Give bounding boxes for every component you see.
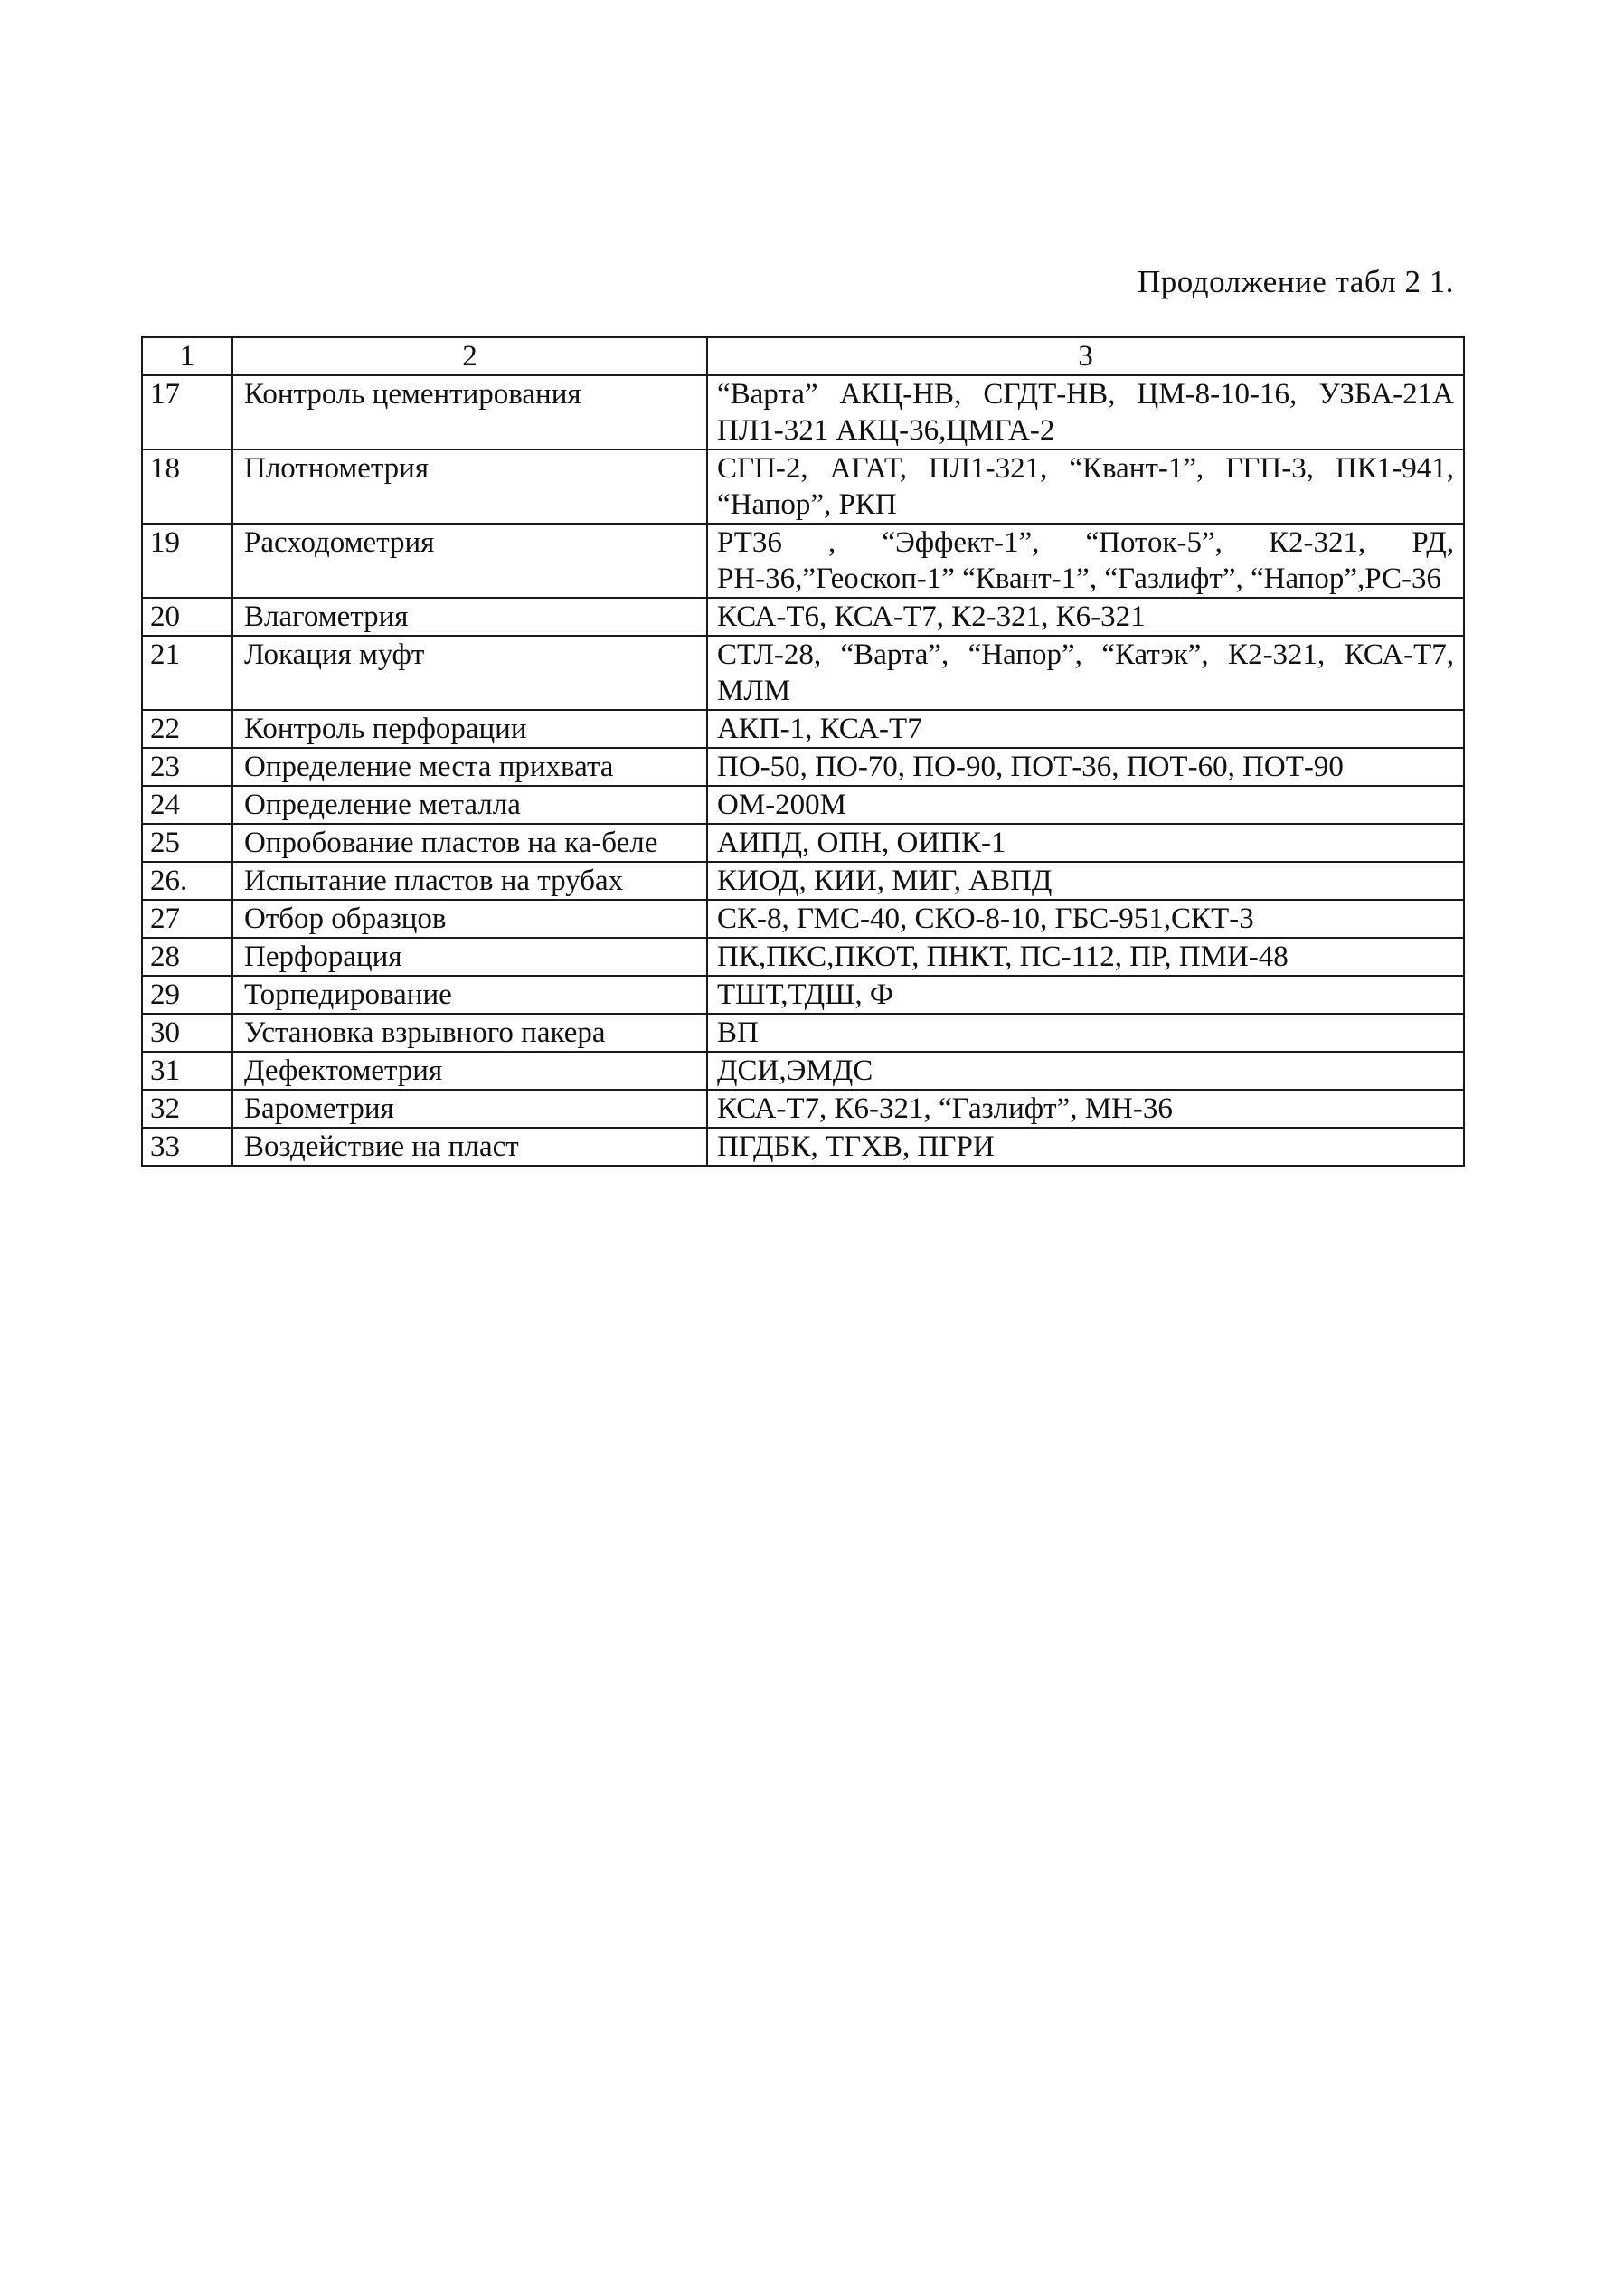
row-number: 26. [142, 862, 232, 900]
method-name: Влагометрия [232, 598, 707, 636]
instrument-list: СТЛ-28, “Варта”, “Напор”, “Катэк”, К2-321, КСА-Т7, МЛМ [707, 636, 1464, 710]
method-name: Дефектометрия [232, 1052, 707, 1090]
instrument-list: ОМ-200М [707, 786, 1464, 824]
row-number: 25 [142, 824, 232, 862]
row-number: 32 [142, 1090, 232, 1128]
method-name: Воздействие на пласт [232, 1128, 707, 1166]
row-number: 27 [142, 900, 232, 938]
row-number: 20 [142, 598, 232, 636]
table-row [142, 636, 1464, 710]
table-row [142, 862, 1464, 900]
row-number: 24 [142, 786, 232, 824]
table-row [142, 748, 1464, 786]
method-name: Перфорация [232, 938, 707, 976]
table-row [142, 449, 1464, 524]
table-caption: Продолжение табл 2 1. [1138, 264, 1454, 299]
column-header-1: 1 [142, 337, 232, 375]
method-name: Установка взрывного пакера [232, 1014, 707, 1052]
instrument-list: ДСИ,ЭМДС [707, 1052, 1464, 1090]
row-number: 19 [142, 524, 232, 598]
method-name: Испытание пластов на трубах [232, 862, 707, 900]
table-row [142, 1090, 1464, 1128]
row-number: 23 [142, 748, 232, 786]
instrument-list: КСА-Т6, КСА-Т7, К2-321, К6-321 [707, 598, 1464, 636]
instrument-list: ТШТ,ТДШ, Ф [707, 976, 1464, 1014]
method-name: Опробование пластов на ка-беле [232, 824, 707, 862]
method-name: Локация муфт [232, 636, 707, 710]
instrument-list: СК-8, ГМС-40, СКО-8-10, ГБС-951,СКТ-3 [707, 900, 1464, 938]
row-number: 17 [142, 375, 232, 449]
column-header-2: 2 [232, 337, 707, 375]
table-row [142, 938, 1464, 976]
method-name: Контроль цементирования [232, 375, 707, 449]
instrument-list: ПК,ПКС,ПКОТ, ПНКТ, ПС-112, ПР, ПМИ-48 [707, 938, 1464, 976]
row-number: 28 [142, 938, 232, 976]
method-name: Определение места прихвата [232, 748, 707, 786]
row-number: 18 [142, 449, 232, 524]
row-number: 21 [142, 636, 232, 710]
row-number: 33 [142, 1128, 232, 1166]
method-name: Торпедирование [232, 976, 707, 1014]
instrument-list: АКП-1, КСА-Т7 [707, 710, 1464, 748]
table-row [142, 1128, 1464, 1166]
instrument-list: “Варта” АКЦ-НВ, СГДТ-НВ, ЦМ-8-10-16, УЗБА-21А ПЛ1-321 АКЦ-36,ЦМГА-2 [707, 375, 1464, 449]
table-row [142, 1052, 1464, 1090]
table-row [142, 598, 1464, 636]
row-number: 29 [142, 976, 232, 1014]
row-number: 22 [142, 710, 232, 748]
instrument-list: КИОД, КИИ, МИГ, АВПД [707, 862, 1464, 900]
method-name: Контроль перфорации [232, 710, 707, 748]
row-number: 31 [142, 1052, 232, 1090]
instrument-list: ПО-50, ПО-70, ПО-90, ПОТ-36, ПОТ-60, ПОТ-90 [707, 748, 1464, 786]
instrument-list: РТ36 , “Эффект-1”, “Поток-5”, К2-321, РД, РН-36,”Геоскоп-1” “Квант-1”, “Газлифт”, “Напор”,РС-36 [707, 524, 1464, 598]
table-row [142, 976, 1464, 1014]
table-row [142, 524, 1464, 598]
table-row [142, 824, 1464, 862]
equipment-table [141, 336, 1465, 1167]
instrument-list: ВП [707, 1014, 1464, 1052]
method-name: Расходометрия [232, 524, 707, 598]
row-number: 30 [142, 1014, 232, 1052]
method-name: Отбор образцов [232, 900, 707, 938]
table-row [142, 710, 1464, 748]
method-name: Барометрия [232, 1090, 707, 1128]
instrument-list: АИПД, ОПН, ОИПК-1 [707, 824, 1464, 862]
column-header-3: 3 [707, 337, 1464, 375]
method-name: Определение металла [232, 786, 707, 824]
method-name: Плотнометрия [232, 449, 707, 524]
table-row [142, 900, 1464, 938]
instrument-list: ПГДБК, ТГХВ, ПГРИ [707, 1128, 1464, 1166]
table-header-row [142, 337, 1464, 375]
table-row [142, 375, 1464, 449]
instrument-list: КСА-Т7, К6-321, “Газлифт”, МН-36 [707, 1090, 1464, 1128]
table-row [142, 786, 1464, 824]
table-row [142, 1014, 1464, 1052]
instrument-list: СГП-2, АГАТ, ПЛ1-321, “Квант-1”, ГГП-3, ПК1-941, “Напор”, РКП [707, 449, 1464, 524]
